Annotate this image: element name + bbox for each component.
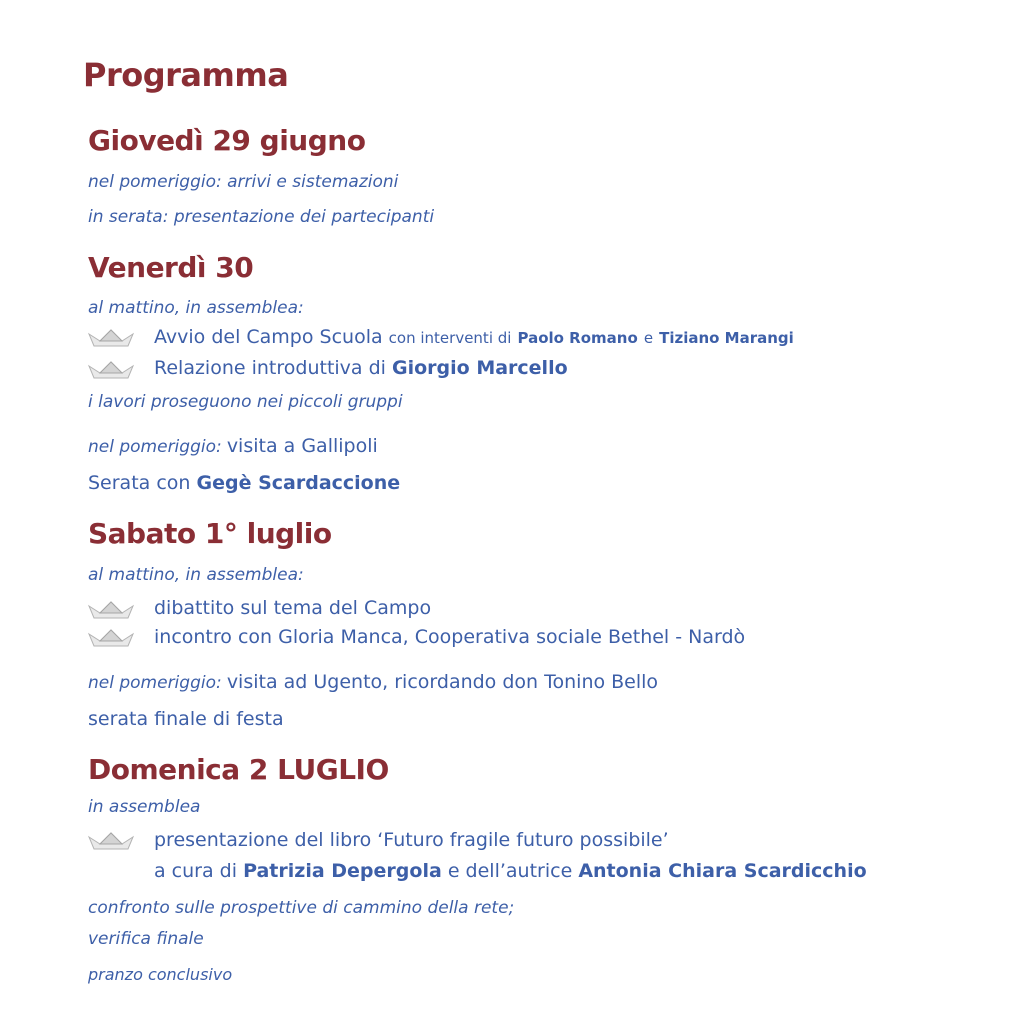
venerdi-groups: i lavori proseguono nei piccoli gruppi: [88, 392, 403, 412]
day-heading-venerdi: Venerdì 30: [88, 251, 254, 284]
paper-boat-icon: [88, 600, 134, 620]
domenica-verifica: verifica finale: [88, 929, 204, 949]
day-heading-domenica: Domenica 2 LUGLIO: [88, 753, 389, 786]
domenica-assembly: in assemblea: [88, 797, 201, 817]
paper-boat-icon: [88, 831, 134, 851]
domenica-item-curatori: a cura di Patrizia Depergola e dell’autrice Antonia Chiara Scardicchio: [154, 860, 867, 882]
giovedi-evening: in serata: presentazione dei partecipanti: [88, 207, 435, 227]
venerdi-item-avvio: Avvio del Campo Scuola con interventi di Paolo Romano e Tiziano Marangi: [154, 326, 794, 348]
venerdi-afternoon: nel pomeriggio: visita a Gallipoli: [88, 435, 378, 457]
paper-boat-icon: [88, 360, 134, 380]
page-title: Programma: [83, 56, 289, 94]
sabato-morning: al mattino, in assemblea:: [88, 565, 304, 585]
sabato-item-dibattito: dibattito sul tema del Campo: [154, 597, 432, 619]
paper-boat-icon: [88, 628, 134, 648]
sabato-evening: serata finale di festa: [88, 708, 284, 730]
day-heading-giovedi: Giovedì 29 giugno: [88, 124, 366, 157]
sabato-item-incontro: incontro con Gloria Manca, Cooperativa sociale Bethel - Nardò: [154, 626, 746, 648]
venerdi-evening: Serata con Gegè Scardaccione: [88, 472, 401, 494]
giovedi-afternoon: nel pomeriggio: arrivi e sistemazioni: [88, 172, 399, 192]
day-heading-sabato: Sabato 1° luglio: [88, 517, 332, 550]
domenica-item-libro: presentazione del libro ‘Futuro fragile futuro possibile’: [154, 829, 669, 851]
domenica-confronto: confronto sulle prospettive di cammino della rete;: [88, 898, 515, 918]
venerdi-morning: al mattino, in assemblea:: [88, 298, 304, 318]
domenica-pranzo: pranzo conclusivo: [88, 965, 233, 984]
paper-boat-icon: [88, 328, 134, 348]
sabato-afternoon: nel pomeriggio: visita ad Ugento, ricordando don Tonino Bello: [88, 671, 659, 693]
venerdi-item-relazione: Relazione introduttiva di Giorgio Marcello: [154, 357, 568, 379]
